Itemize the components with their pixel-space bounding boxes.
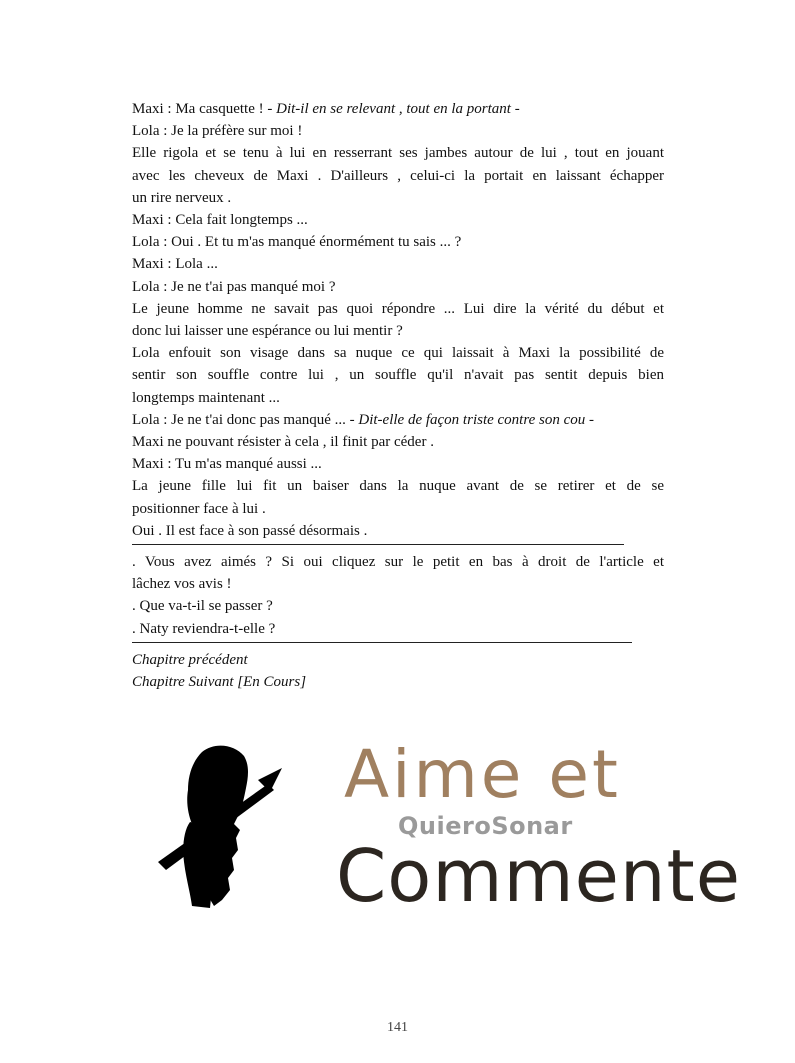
- stage-direction: Dit-elle de façon triste contre son cou -: [358, 411, 595, 428]
- dialogue-text: Maxi : Ma casquette ! -: [132, 101, 277, 117]
- dialogue-line: Lola : Je la préfère sur moi !: [132, 123, 303, 140]
- narration-line: positionner face à lui .: [132, 500, 266, 517]
- note-line: . Vous avez aimés ? Si oui cliquez sur le petit en bas à droit de l'article et: [132, 554, 664, 571]
- stage-direction: Dit-il en se relevant , tout en la portant -: [276, 101, 520, 117]
- narration-line: Maxi ne pouvant résister à cela , il finit par céder .: [132, 434, 434, 451]
- narration-line: donc lui laisser une espérance ou lui mentir ?: [132, 323, 403, 340]
- narration-line: longtemps maintenant ...: [132, 389, 280, 406]
- divider-top: [132, 544, 624, 545]
- next-chapter-link[interactable]: Chapitre Suivant [En Cours]: [132, 674, 307, 691]
- dialogue-line: Lola : Oui . Et tu m'as manqué énormément tu sais ... ?: [132, 234, 462, 251]
- note-line: lâchez vos avis !: [132, 576, 232, 593]
- aime-et-commente-banner: [130, 730, 742, 920]
- narration-line: Lola enfouit son visage dans sa nuque ce qui laissait à Maxi la possibilité de: [132, 345, 664, 362]
- dialogue-line: Maxi : Tu m'as manqué aussi ...: [132, 456, 322, 473]
- dialogue-line: Maxi : Lola ...: [132, 256, 218, 273]
- chapter-page: [132, 98, 664, 693]
- divider-bottom: [132, 642, 632, 643]
- narration-line: Oui . Il est face à son passé désormais .: [132, 522, 368, 539]
- note-line: . Que va-t-il se passer ?: [132, 598, 273, 615]
- dialogue-line: Lola : Je ne t'ai pas manqué moi ?: [132, 278, 336, 295]
- page-number: 141: [387, 1020, 408, 1035]
- banner-line-aime: Aime et: [344, 736, 621, 813]
- banner-line-commente: Commente: [336, 834, 742, 918]
- narration-line: un rire nerveux .: [132, 189, 232, 206]
- narration-line: La jeune fille lui fit un baiser dans la nuque avant de se retirer et de se: [132, 478, 664, 495]
- previous-chapter-link[interactable]: Chapitre précédent: [132, 651, 248, 668]
- narration-line: avec les cheveux de Maxi . D'ailleurs , celui-ci la portait en laissant échapper: [132, 167, 664, 184]
- banner-watermark: QuieroSonar: [398, 812, 573, 840]
- note-line: . Naty reviendra-t-elle ?: [132, 620, 276, 637]
- narration-line: Le jeune homme ne savait pas quoi répondre ... Lui dire la vérité du début et: [132, 300, 664, 317]
- narration-line: Elle rigola et se tenu à lui en resserrant ses jambes autour de lui , tout en jouant: [132, 145, 664, 162]
- dialogue-line: [132, 98, 664, 120]
- dialogue-line: Maxi : Cela fait longtemps ...: [132, 212, 308, 229]
- girl-silhouette-icon: [130, 738, 290, 913]
- dialogue-line: [132, 409, 664, 431]
- dialogue-text: Lola : Je ne t'ai donc pas manqué ... -: [132, 411, 359, 428]
- narration-line: sentir son souffle contre lui , un souffle qu'il n'avait pas sentit depuis bien: [132, 367, 664, 384]
